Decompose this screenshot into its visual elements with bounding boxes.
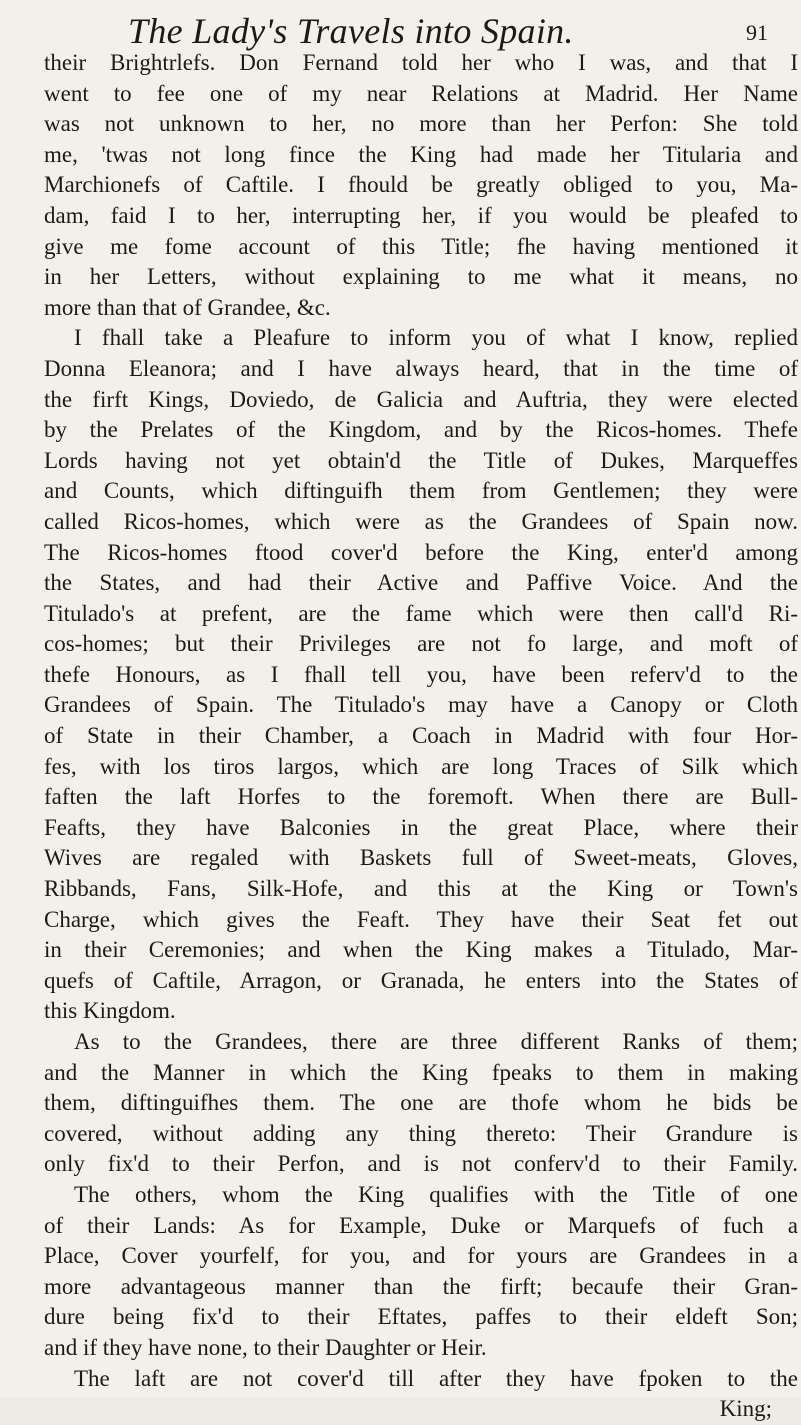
text-line: the firft Kings, Doviedo, de Galicia and Auftria, they were elected xyxy=(44,386,798,412)
text-line: The others, whom the King qualifies with the Title of one xyxy=(74,1181,798,1207)
text-line: Charge, which gives the Feaft. They have their Seat fet out xyxy=(44,906,798,932)
text-line: give me fome account of this Title; fhe having mentioned it xyxy=(44,233,798,259)
text-line: dam, faid I to her, interrupting her, if you would be pleafed to xyxy=(44,202,798,228)
text-line: and Counts, which diftinguifh them from Gentlemen; they were xyxy=(44,478,798,504)
text-line: fes, with los tiros largos, which are long Traces of Silk which xyxy=(44,753,798,779)
text-line: The laft are not cover'd till after they have fpoken to the xyxy=(74,1365,798,1391)
text-line: Feafts, they have Balconies in the great Place, where their xyxy=(44,814,798,840)
text-line: As to the Grandees, there are three different Ranks of them; xyxy=(74,1029,798,1054)
text-line: in her Letters, without explaining to me what it means, no xyxy=(44,264,798,290)
text-line: went to fee one of my near Relations at Madrid. Her Name xyxy=(44,80,798,106)
text-line: Grandees of Spain. The Titulado's may have a Canopy or Cloth xyxy=(44,692,798,718)
text-line: by the Prelates of the Kingdom, and by the Ricos-homes. Thefe xyxy=(44,417,798,443)
text-line: more than that of Grandee, &c. xyxy=(44,294,331,320)
text-line: quefs of Caftile, Arragon, or Granada, he enters into the States of xyxy=(44,967,798,993)
text-line: was not unknown to her, no more than her Perfon: She told xyxy=(44,111,798,137)
text-line: called Ricos-homes, which were as the Grandees of Spain now. xyxy=(44,508,798,534)
running-head xyxy=(0,6,801,51)
running-title: The Lady's Travels into Spain. xyxy=(128,11,574,51)
text-line: The Ricos-homes ftood cover'd before the King, enter'd among xyxy=(44,539,798,565)
text-line: Place, Cover yourfelf, for you, and for yours are Grandees in a xyxy=(44,1243,798,1269)
text-line: only fix'd to their Perfon, and is not conferv'd to their Family. xyxy=(44,1151,798,1177)
text-line: I fhall take a Pleafure to inform you of what I know, replied xyxy=(74,325,798,351)
text-line: Lords having not yet obtain'd the Title of Dukes, Marqueffes xyxy=(44,447,798,473)
text-line: them, diftinguifhes them. The one are thofe whom he bids be xyxy=(44,1090,798,1116)
page-number: 91 xyxy=(746,20,768,45)
text-line: their Brightrlefs. Don Fernand told her who I was, and that I xyxy=(44,50,798,75)
text-line: and if they have none, to their Daughter or Heir. xyxy=(44,1334,487,1360)
text-line: thefe Honours, as I fhall tell you, have been referv'd to the xyxy=(44,661,798,687)
text-line: Titulado's at prefent, are the fame which were then call'd Ri- xyxy=(44,600,798,626)
text-line: covered, without adding any thing thereto: Their Grandure is xyxy=(44,1120,798,1146)
text-line: King; xyxy=(719,1396,772,1422)
body-text xyxy=(44,48,798,1425)
text-line: faften the laft Horfes to the foremoft. When there are Bull- xyxy=(44,784,798,810)
text-line: Wives are regaled with Baskets full of Sweet-meats, Gloves, xyxy=(44,845,798,871)
text-line: in their Ceremonies; and when the King makes a Titulado, Mar- xyxy=(44,937,798,963)
text-line: dure being fix'd to their Eftates, paffes to their eldeft Son; xyxy=(44,1304,798,1330)
text-line: cos-homes; but their Privileges are not fo large, and moft of xyxy=(44,631,798,657)
text-line: me, 'twas not long fince the King had made her Titularia and xyxy=(44,141,798,167)
text-line: and the Manner in which the King fpeaks to them in making xyxy=(44,1059,798,1085)
text-line: more advantageous manner than the firft; becaufe their Gran- xyxy=(44,1273,798,1299)
text-line: Marchionefs of Caftile. I fhould be greatly obliged to you, Ma- xyxy=(44,172,798,198)
text-line: of State in their Chamber, a Coach in Madrid with four Hor- xyxy=(44,723,798,749)
text-line: the States, and had their Active and Paffive Voice. And the xyxy=(44,570,798,596)
text-line: of their Lands: As for Example, Duke or Marquefs of fuch a xyxy=(44,1212,798,1238)
text-line: this Kingdom. xyxy=(44,998,176,1024)
text-line: Ribbands, Fans, Silk-Hofe, and this at the King or Town's xyxy=(44,876,798,902)
text-line: Donna Eleanora; and I have always heard, that in the time of xyxy=(44,355,798,381)
